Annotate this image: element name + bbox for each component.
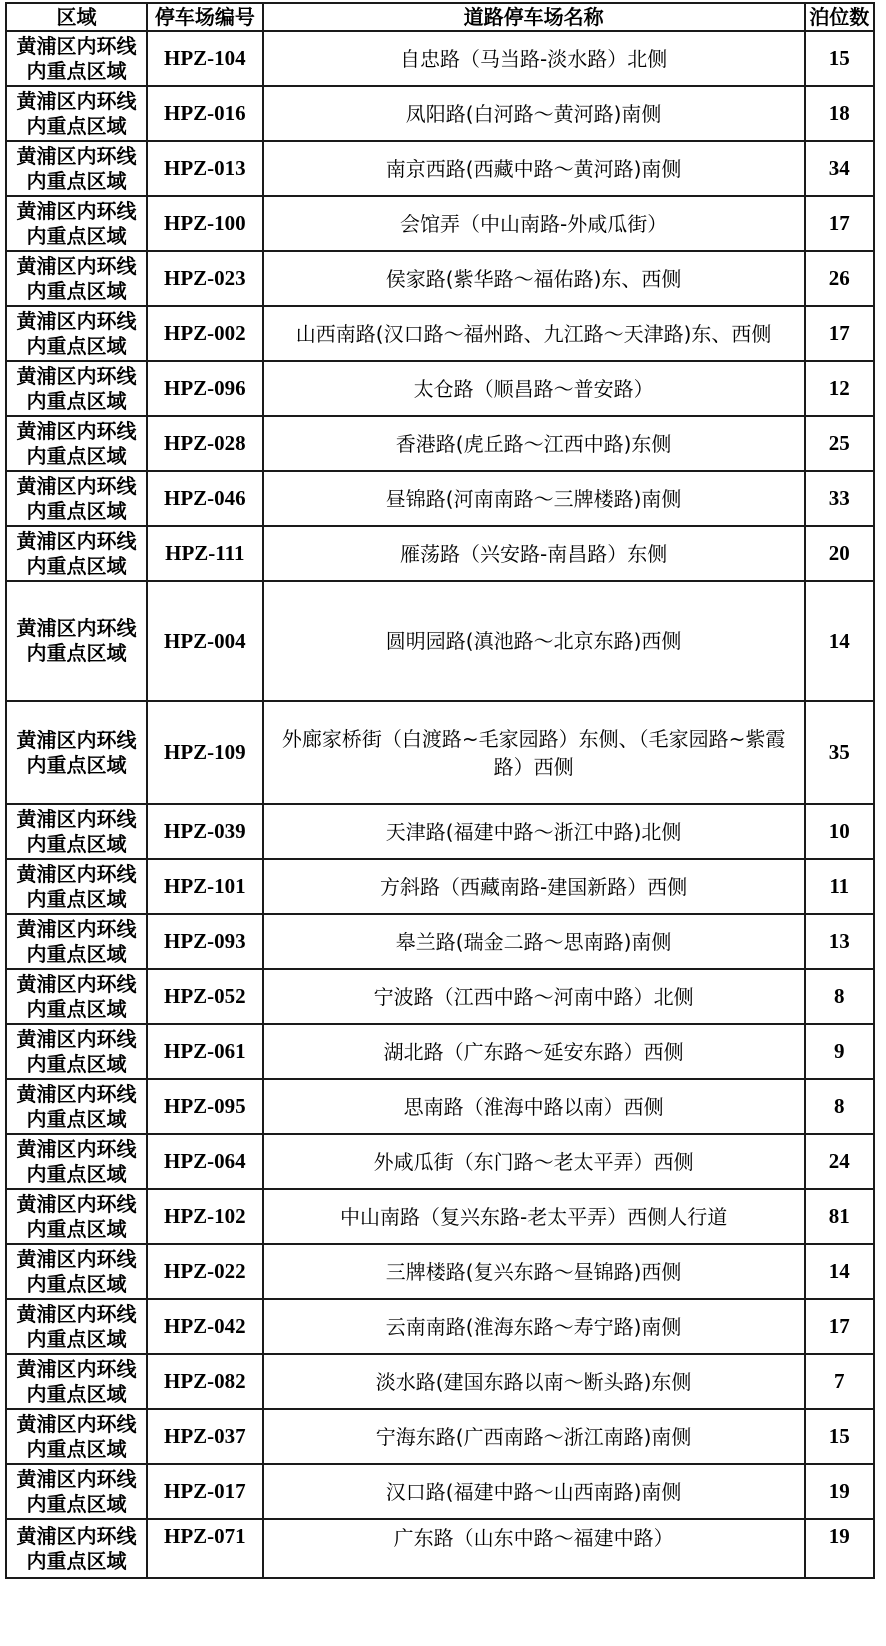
cell-code: HPZ-022 — [147, 1244, 263, 1299]
table-row — [6, 581, 874, 701]
cell-zone: 黄浦区内环线内重点区域 — [6, 526, 147, 581]
cell-name: 会馆弄（中山南路-外咸瓜街） — [263, 196, 805, 251]
cell-spaces: 25 — [805, 416, 874, 471]
cell-spaces: 7 — [805, 1354, 874, 1409]
cell-zone: 黄浦区内环线内重点区域 — [6, 31, 147, 86]
cell-zone: 黄浦区内环线内重点区域 — [6, 859, 147, 914]
cell-code: HPZ-016 — [147, 86, 263, 141]
table-row — [6, 306, 874, 361]
cell-zone: 黄浦区内环线内重点区域 — [6, 1134, 147, 1189]
cell-zone: 黄浦区内环线内重点区域 — [6, 701, 147, 804]
cell-name: 汉口路(福建中路～山西南路)南侧 — [263, 1464, 805, 1519]
cell-code: HPZ-071 — [147, 1519, 263, 1578]
cell-zone: 黄浦区内环线内重点区域 — [6, 141, 147, 196]
cell-spaces: 35 — [805, 701, 874, 804]
cell-spaces: 15 — [805, 31, 874, 86]
cell-spaces: 9 — [805, 1024, 874, 1079]
cell-code: HPZ-104 — [147, 31, 263, 86]
cell-name: 香港路(虎丘路～江西中路)东侧 — [263, 416, 805, 471]
cell-spaces: 12 — [805, 361, 874, 416]
cell-spaces: 17 — [805, 196, 874, 251]
cell-spaces: 19 — [805, 1519, 874, 1578]
cell-code: HPZ-096 — [147, 361, 263, 416]
table-row — [6, 31, 874, 86]
header-name: 道路停车场名称 — [263, 3, 805, 31]
cell-code: HPZ-002 — [147, 306, 263, 361]
table-row — [6, 1409, 874, 1464]
table-row — [6, 914, 874, 969]
table-row — [6, 471, 874, 526]
cell-zone: 黄浦区内环线内重点区域 — [6, 914, 147, 969]
cell-name: 圆明园路(滇池路～北京东路)西侧 — [263, 581, 805, 701]
cell-name: 湖北路（广东路～延安东路）西侧 — [263, 1024, 805, 1079]
cell-spaces: 17 — [805, 1299, 874, 1354]
cell-spaces: 20 — [805, 526, 874, 581]
cell-code: HPZ-017 — [147, 1464, 263, 1519]
cell-spaces: 11 — [805, 859, 874, 914]
cell-zone: 黄浦区内环线内重点区域 — [6, 306, 147, 361]
cell-spaces: 26 — [805, 251, 874, 306]
header-zone: 区域 — [6, 3, 147, 31]
cell-zone: 黄浦区内环线内重点区域 — [6, 196, 147, 251]
cell-name: 宁海东路(广西南路～浙江南路)南侧 — [263, 1409, 805, 1464]
cell-spaces: 81 — [805, 1189, 874, 1244]
table-row — [6, 1244, 874, 1299]
cell-zone: 黄浦区内环线内重点区域 — [6, 1189, 147, 1244]
table-row — [6, 196, 874, 251]
cell-name: 皋兰路(瑞金二路～思南路)南侧 — [263, 914, 805, 969]
header-code: 停车场编号 — [147, 3, 263, 31]
table-row — [6, 1464, 874, 1519]
cell-code: HPZ-023 — [147, 251, 263, 306]
table-row — [6, 1079, 874, 1134]
cell-zone: 黄浦区内环线内重点区域 — [6, 416, 147, 471]
cell-name: 中山南路（复兴东路-老太平弄）西侧人行道 — [263, 1189, 805, 1244]
cell-code: HPZ-101 — [147, 859, 263, 914]
cell-code: HPZ-061 — [147, 1024, 263, 1079]
cell-code: HPZ-013 — [147, 141, 263, 196]
table-row — [6, 1354, 874, 1409]
cell-name: 自忠路（马当路-淡水路）北侧 — [263, 31, 805, 86]
cell-name: 外廊家桥街（白渡路~毛家园路）东侧、（毛家园路~紫霞路）西侧 — [263, 701, 805, 804]
table-row — [6, 859, 874, 914]
cell-name: 广东路（山东中路～福建中路） — [263, 1519, 805, 1578]
cell-name: 三牌楼路(复兴东路～昼锦路)西侧 — [263, 1244, 805, 1299]
cell-spaces: 10 — [805, 804, 874, 859]
cell-name: 淡水路(建国东路以南～断头路)东侧 — [263, 1354, 805, 1409]
cell-zone: 黄浦区内环线内重点区域 — [6, 1519, 147, 1578]
table-row — [6, 969, 874, 1024]
table-row — [6, 251, 874, 306]
cell-name: 外咸瓜街（东门路～老太平弄）西侧 — [263, 1134, 805, 1189]
cell-zone: 黄浦区内环线内重点区域 — [6, 1299, 147, 1354]
cell-name: 侯家路(紫华路～福佑路)东、西侧 — [263, 251, 805, 306]
cell-code: HPZ-100 — [147, 196, 263, 251]
table-row — [6, 1519, 874, 1578]
cell-spaces: 19 — [805, 1464, 874, 1519]
table-row — [6, 416, 874, 471]
cell-code: HPZ-037 — [147, 1409, 263, 1464]
table-body — [6, 3, 874, 1578]
cell-zone: 黄浦区内环线内重点区域 — [6, 804, 147, 859]
cell-name: 天津路(福建中路～浙江中路)北侧 — [263, 804, 805, 859]
cell-zone: 黄浦区内环线内重点区域 — [6, 581, 147, 701]
cell-zone: 黄浦区内环线内重点区域 — [6, 969, 147, 1024]
cell-name: 宁波路（江西中路～河南中路）北侧 — [263, 969, 805, 1024]
table-row — [6, 1024, 874, 1079]
cell-code: HPZ-093 — [147, 914, 263, 969]
header-spaces: 泊位数 — [805, 3, 874, 31]
table-row — [6, 701, 874, 804]
cell-zone: 黄浦区内环线内重点区域 — [6, 251, 147, 306]
cell-zone: 黄浦区内环线内重点区域 — [6, 1354, 147, 1409]
cell-spaces: 33 — [805, 471, 874, 526]
cell-spaces: 18 — [805, 86, 874, 141]
cell-spaces: 8 — [805, 1079, 874, 1134]
table-row — [6, 86, 874, 141]
cell-name: 云南南路(淮海东路～寿宁路)南侧 — [263, 1299, 805, 1354]
table-row — [6, 361, 874, 416]
cell-zone: 黄浦区内环线内重点区域 — [6, 1024, 147, 1079]
table-row — [6, 804, 874, 859]
cell-code: HPZ-111 — [147, 526, 263, 581]
cell-name: 雁荡路（兴安路-南昌路）东侧 — [263, 526, 805, 581]
cell-code: HPZ-046 — [147, 471, 263, 526]
cell-zone: 黄浦区内环线内重点区域 — [6, 471, 147, 526]
cell-spaces: 24 — [805, 1134, 874, 1189]
table-row — [6, 526, 874, 581]
cell-code: HPZ-095 — [147, 1079, 263, 1134]
cell-zone: 黄浦区内环线内重点区域 — [6, 1409, 147, 1464]
cell-name: 凤阳路(白河路～黄河路)南侧 — [263, 86, 805, 141]
parking-lot-table — [5, 2, 875, 1579]
cell-code: HPZ-052 — [147, 969, 263, 1024]
cell-spaces: 34 — [805, 141, 874, 196]
cell-spaces: 14 — [805, 581, 874, 701]
cell-code: HPZ-109 — [147, 701, 263, 804]
cell-zone: 黄浦区内环线内重点区域 — [6, 361, 147, 416]
cell-name: 山西南路(汉口路～福州路、九江路～天津路)东、西侧 — [263, 306, 805, 361]
cell-code: HPZ-082 — [147, 1354, 263, 1409]
cell-zone: 黄浦区内环线内重点区域 — [6, 1464, 147, 1519]
cell-spaces: 14 — [805, 1244, 874, 1299]
table-row — [6, 1134, 874, 1189]
cell-name: 太仓路（顺昌路～普安路） — [263, 361, 805, 416]
cell-code: HPZ-042 — [147, 1299, 263, 1354]
cell-code: HPZ-039 — [147, 804, 263, 859]
cell-code: HPZ-028 — [147, 416, 263, 471]
cell-name: 方斜路（西藏南路-建国新路）西侧 — [263, 859, 805, 914]
cell-code: HPZ-064 — [147, 1134, 263, 1189]
header-row — [6, 3, 874, 31]
cell-name: 思南路（淮海中路以南）西侧 — [263, 1079, 805, 1134]
cell-spaces: 8 — [805, 969, 874, 1024]
cell-zone: 黄浦区内环线内重点区域 — [6, 1244, 147, 1299]
cell-zone: 黄浦区内环线内重点区域 — [6, 1079, 147, 1134]
cell-code: HPZ-102 — [147, 1189, 263, 1244]
cell-spaces: 17 — [805, 306, 874, 361]
cell-code: HPZ-004 — [147, 581, 263, 701]
cell-zone: 黄浦区内环线内重点区域 — [6, 86, 147, 141]
table-row — [6, 1189, 874, 1244]
table-row — [6, 141, 874, 196]
cell-spaces: 13 — [805, 914, 874, 969]
table-row — [6, 1299, 874, 1354]
cell-spaces: 15 — [805, 1409, 874, 1464]
cell-name: 南京西路(西藏中路～黄河路)南侧 — [263, 141, 805, 196]
cell-name: 昼锦路(河南南路～三牌楼路)南侧 — [263, 471, 805, 526]
